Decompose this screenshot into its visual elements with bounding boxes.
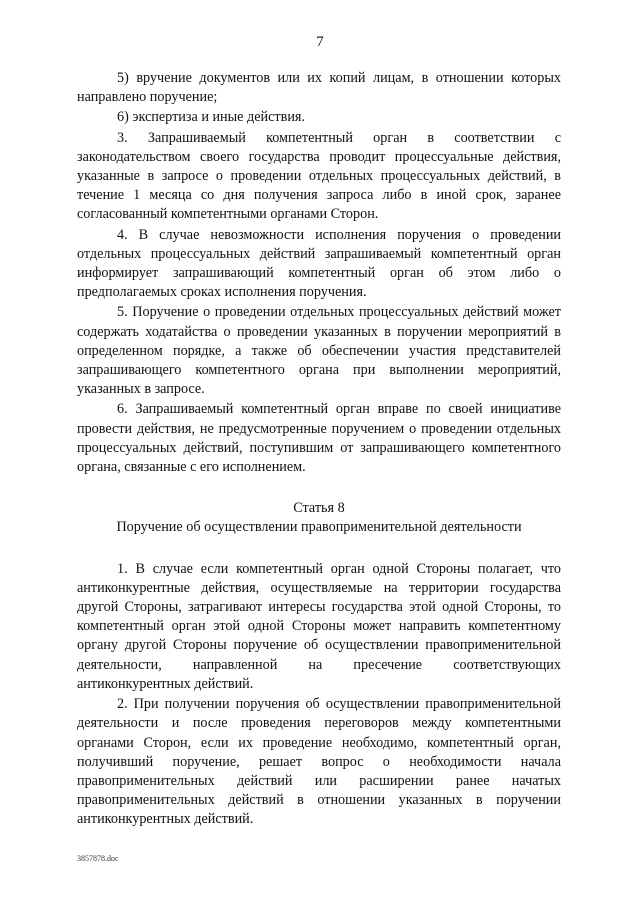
article-title: Поручение об осуществлении правоприменительной деятельности (116, 519, 522, 536)
page-number: 7 (316, 34, 324, 50)
paragraph-clause-6: 6. Запрашиваемый компетентный орган вправе по своей инициативе провести действия, не предусмотренные поручением о проведении отдельных процессуальных действий, поступившим от запрашивающего компетентного органа, связанные с его исполнением. (77, 401, 561, 476)
article-number: Статья 8 (293, 500, 345, 517)
paragraph-clause-5: 5. Поручение о проведении отдельных процессуальных действий может содержать ходатайства о проведении указанных в поручении мероприятий в определенном порядке, а также об обеспечении участия представителей запрашивающего компетентного органа при выполнении мероприятий, указанных в запросе. (77, 304, 561, 398)
paragraph-clause-3: 3. Запрашиваемый компетентный орган в соответствии с законодательством своего государства проводит процессуальные действия, указанные в запросе о проведении отдельных процессуальных действий, в течение 1 месяца со дня получения запроса либо в иной срок, заранее согласованный компетентными органами Сторон. (77, 129, 561, 223)
paragraph-article8-clause-2: 2. При получении поручения об осуществлении правоприменительной деятельности и после проведения переговоров между компетентными органами Сторон, если их проведение необходимо, компетентный орган, получивший поручение, решает вопрос о необходимости начала правоприменительных действий или расширении ранее начатых правоприменительных действий в отношении указанных в поручении антиконкурентных действий. (77, 696, 561, 828)
paragraph-item-5: 5) вручение документов или их копий лицам, в отношении которых направлено поручение; (77, 70, 561, 106)
paragraph-clause-4: 4. В случае невозможности исполнения поручения о проведении отдельных процессуальных действий запрашиваемый компетентный орган информирует запрашивающий компетентный орган об этом либо о предполагаемых сроках исполнения поручения. (77, 226, 561, 301)
paragraph-article8-clause-1: 1. В случае если компетентный орган одной Стороны полагает, что антиконкурентные действия, осуществляемые на территории государства другой Стороны, затрагивают интересы государства этой одной Стороны, то компетентный орган этой одной Стороны может направить компетентному органу другой Стороны поручение об осуществлении правоприменительной деятельности, направленной на пресечение соответствующих антиконкурентных действий. (77, 560, 561, 692)
document-body (77, 69, 561, 831)
footer-filename: 3857878.doc (77, 854, 119, 863)
paragraph-item-6: 6) экспертиза и иные действия. (117, 109, 305, 126)
